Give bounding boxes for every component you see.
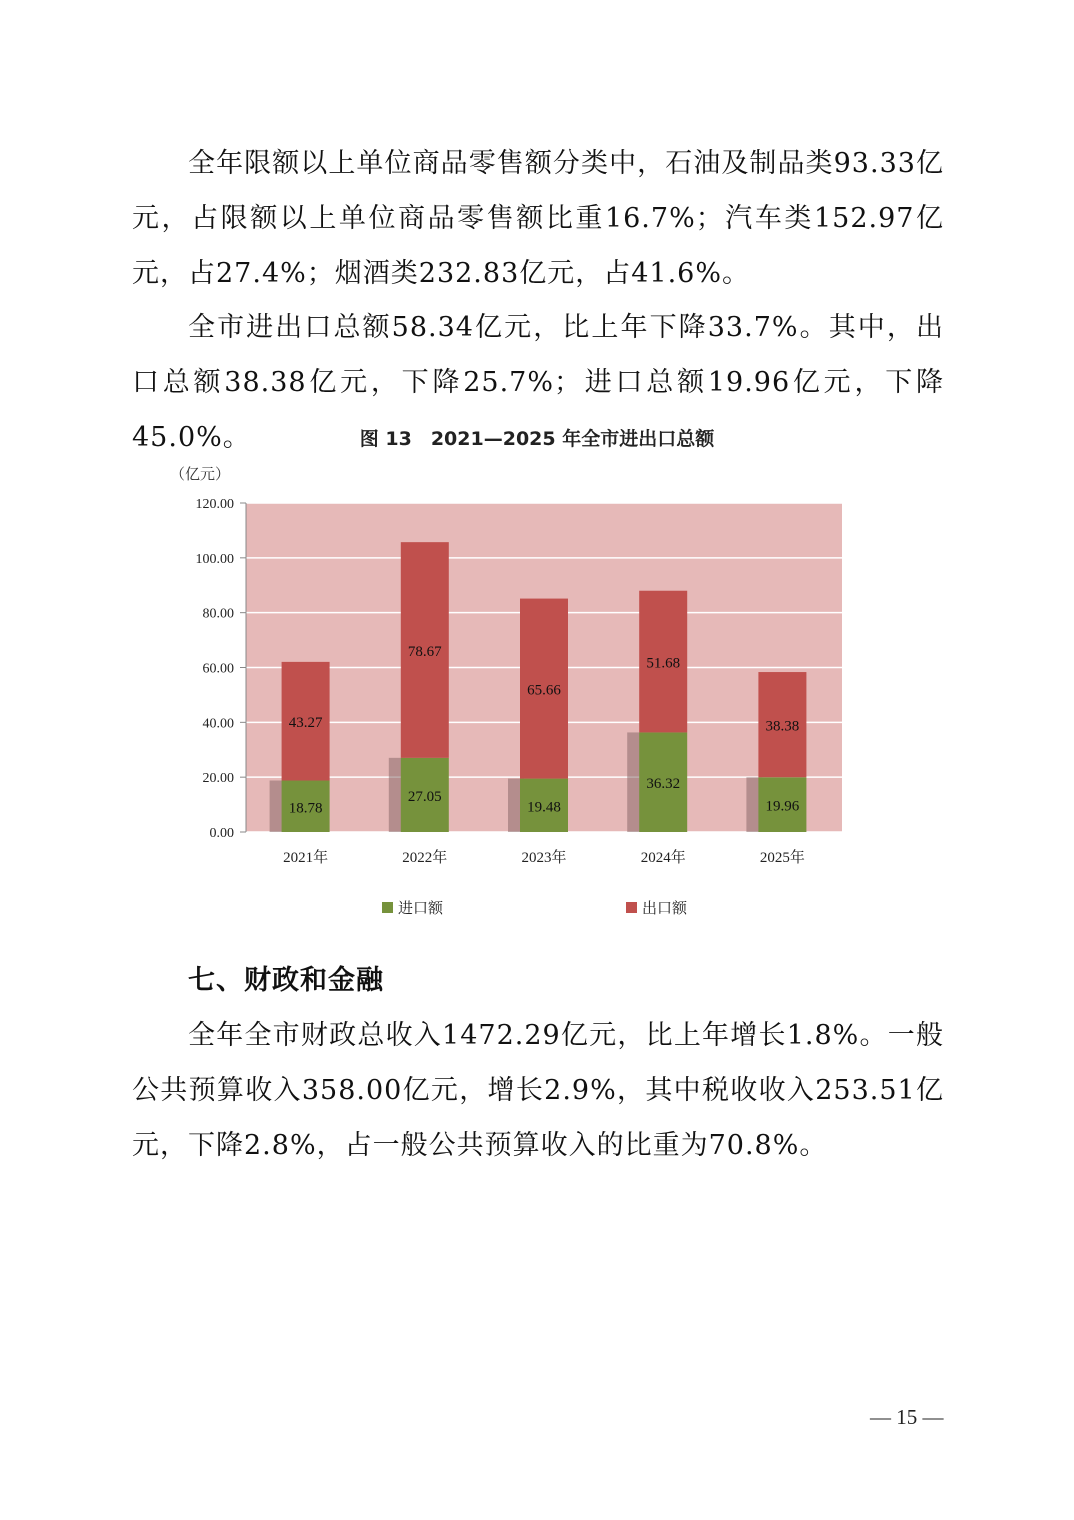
bar-value-label: 51.68: [646, 655, 681, 672]
section-heading: 七、财政和金融: [188, 965, 384, 996]
bar-value-label: 43.27: [288, 715, 323, 732]
bar-value-label: 27.05: [407, 788, 442, 805]
paragraph-finance: 全年全市财政总收入1472.29亿元，比上年增长1.8%。一般公共预算收入358.00亿元，增长2.9%，其中税收收入253.51亿元，下降2.8%，占一般公共预算收入的比重为70.8%。: [132, 1020, 944, 1161]
x-tick-label: 2022年: [402, 850, 448, 866]
y-tick-label: 80.00: [202, 606, 234, 622]
x-tick-label: 2021年: [283, 850, 329, 866]
import-export-chart: [150, 455, 870, 935]
legend-label-export: 出口额: [642, 899, 688, 917]
x-tick-label: 2023年: [521, 850, 567, 866]
y-tick-label: 20.00: [202, 771, 234, 787]
paragraph-retail: 全年限额以上单位商品零售额分类中，石油及制品类93.33亿元，占限额以上单位商品零售额比重16.7%；汽车类152.97亿元，占27.4%；烟酒类232.83亿元，占41.6%。: [132, 148, 944, 289]
x-tick-label: 2025年: [759, 850, 805, 866]
bar-value-label: 18.78: [288, 800, 323, 817]
bar-value-label: 19.48: [527, 799, 561, 816]
y-tick-label: 0.00: [209, 826, 234, 841]
legend-label-import: 进口额: [398, 899, 444, 917]
bar-value-label: 19.96: [765, 798, 800, 815]
x-tick-label: 2024年: [640, 850, 686, 866]
y-tick-label: 60.00: [202, 661, 234, 677]
paragraph-trade: 全市进出口总额58.34亿元，比上年下降33.7%。其中，出口总额38.38亿元，下降25.7%；进口总额19.96亿元，下降45.0%。: [132, 312, 944, 453]
legend-swatch-import: [382, 902, 393, 913]
y-tick-label: 100.00: [195, 551, 234, 567]
bar-value-label: 65.66: [527, 682, 561, 699]
bar-value-label: 36.32: [646, 776, 681, 793]
bar-value-label: 78.67: [407, 643, 442, 660]
y-tick-label: 40.00: [202, 716, 234, 732]
y-unit-label: （亿元）: [170, 465, 231, 483]
bar-value-label: 38.38: [765, 718, 800, 735]
legend-swatch-export: [626, 902, 637, 913]
y-tick-label: 120.00: [195, 497, 234, 512]
figure-title: 图 13 2021—2025 年全市进出口总额: [359, 428, 715, 450]
page-number: — 15 —: [870, 1405, 944, 1429]
